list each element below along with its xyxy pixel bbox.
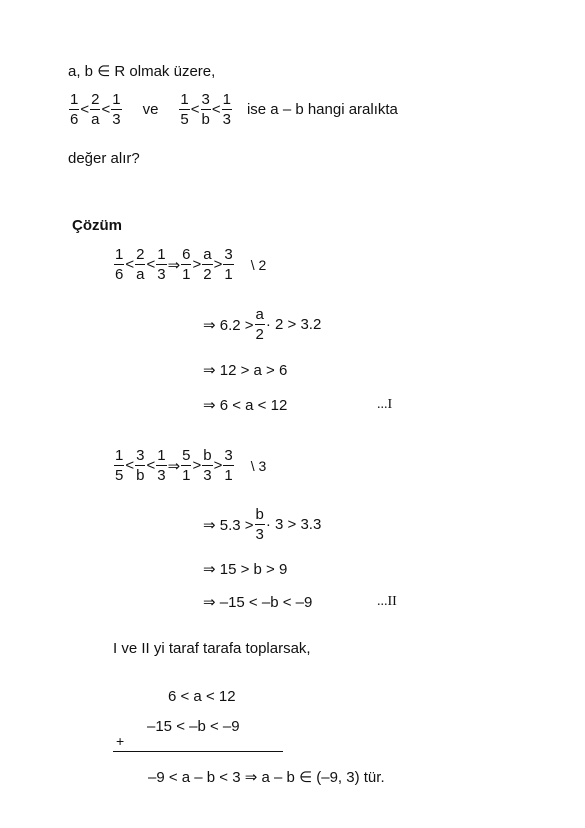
fraction: $\frac{1}{3}$ bbox=[222, 91, 231, 128]
sum-intro: I ve II yi taraf tarafa toplarsak, bbox=[113, 640, 311, 657]
block2-step-4: ⇒ –15 < –b < –9 bbox=[203, 594, 313, 611]
multiply-note: \ 2 bbox=[250, 256, 267, 273]
operator: < bbox=[125, 457, 135, 474]
fraction: $\frac{2}{a}$ bbox=[91, 91, 100, 128]
fraction: $\frac{1}{6}$ bbox=[115, 246, 124, 283]
block2-first-line bbox=[113, 448, 266, 483]
operator: < bbox=[101, 101, 111, 118]
fraction: $\frac{1}{3}$ bbox=[112, 91, 121, 128]
problem-line-3: değer alır? bbox=[68, 150, 140, 167]
problem-line-1: a, b ∈ R olmak üzere, bbox=[68, 63, 216, 80]
operator: > bbox=[192, 457, 202, 474]
operator: < bbox=[146, 457, 156, 474]
block1-label: ...I bbox=[377, 397, 393, 412]
fraction: $\frac{2}{a}$ bbox=[136, 246, 145, 283]
fraction: $\frac{5}{1}$ bbox=[182, 447, 191, 484]
solution-heading: Çözüm bbox=[72, 217, 122, 234]
fraction: $\frac{a}{2}$ bbox=[203, 246, 212, 283]
plus-sign: + bbox=[116, 733, 125, 749]
block1-step-3: ⇒ 12 > a > 6 bbox=[203, 362, 288, 379]
operator: < bbox=[211, 101, 221, 118]
sum-row-1: 6 < a < 12 bbox=[168, 688, 236, 705]
sum-divider bbox=[113, 751, 283, 752]
block2-step-3: ⇒ 15 > b > 9 bbox=[203, 561, 288, 578]
sum-result: –9 < a – b < 3 ⇒ a – b ∈ (–9, 3) tür. bbox=[148, 769, 385, 786]
block1-step-4: ⇒ 6 < a < 12 bbox=[203, 397, 288, 414]
operator: > bbox=[213, 256, 223, 273]
fraction: $\frac{b}{3}$ bbox=[203, 447, 212, 484]
fraction: $\frac{1}{5}$ bbox=[115, 447, 124, 484]
fraction: $\frac{6}{1}$ bbox=[182, 246, 191, 283]
fraction: $\frac{1}{6}$ bbox=[70, 91, 79, 128]
fraction: $\frac{3}{1}$ bbox=[224, 447, 233, 484]
operator: < bbox=[125, 256, 135, 273]
fraction: $\frac{b}{3}$ bbox=[255, 506, 264, 543]
problem-line-2 bbox=[68, 92, 398, 127]
operator: > bbox=[192, 256, 202, 273]
implies-symbol: ⇒ bbox=[167, 256, 181, 274]
block1-first-line bbox=[113, 247, 266, 282]
operator: < bbox=[146, 256, 156, 273]
fraction: $\frac{3}{b}$ bbox=[136, 447, 145, 484]
operator: < bbox=[190, 101, 200, 118]
fraction: $\frac{1}{5}$ bbox=[180, 91, 189, 128]
operator: > bbox=[213, 457, 223, 474]
multiply-note: \ 3 bbox=[250, 457, 267, 474]
block1-step-2: ⇒ 6.2 > $\frac{a}{2}$ · 2 > 3.2 bbox=[203, 306, 322, 343]
fraction: $\frac{1}{3}$ bbox=[157, 246, 166, 283]
block2-step-2: ⇒ 5.3 > $\frac{b}{3}$ · 3 > 3.3 bbox=[203, 506, 322, 543]
conjunction: ve bbox=[142, 101, 159, 118]
fraction: $\frac{3}{b}$ bbox=[201, 91, 210, 128]
operator: < bbox=[80, 101, 90, 118]
question-tail: ise a – b hangi aralıkta bbox=[246, 101, 398, 118]
sum-row-2: –15 < –b < –9 bbox=[147, 718, 240, 735]
fraction: $\frac{3}{1}$ bbox=[224, 246, 233, 283]
fraction: $\frac{a}{2}$ bbox=[255, 306, 264, 343]
block2-label: ...II bbox=[377, 594, 397, 609]
implies-symbol: ⇒ bbox=[167, 457, 181, 475]
fraction: $\frac{1}{3}$ bbox=[157, 447, 166, 484]
